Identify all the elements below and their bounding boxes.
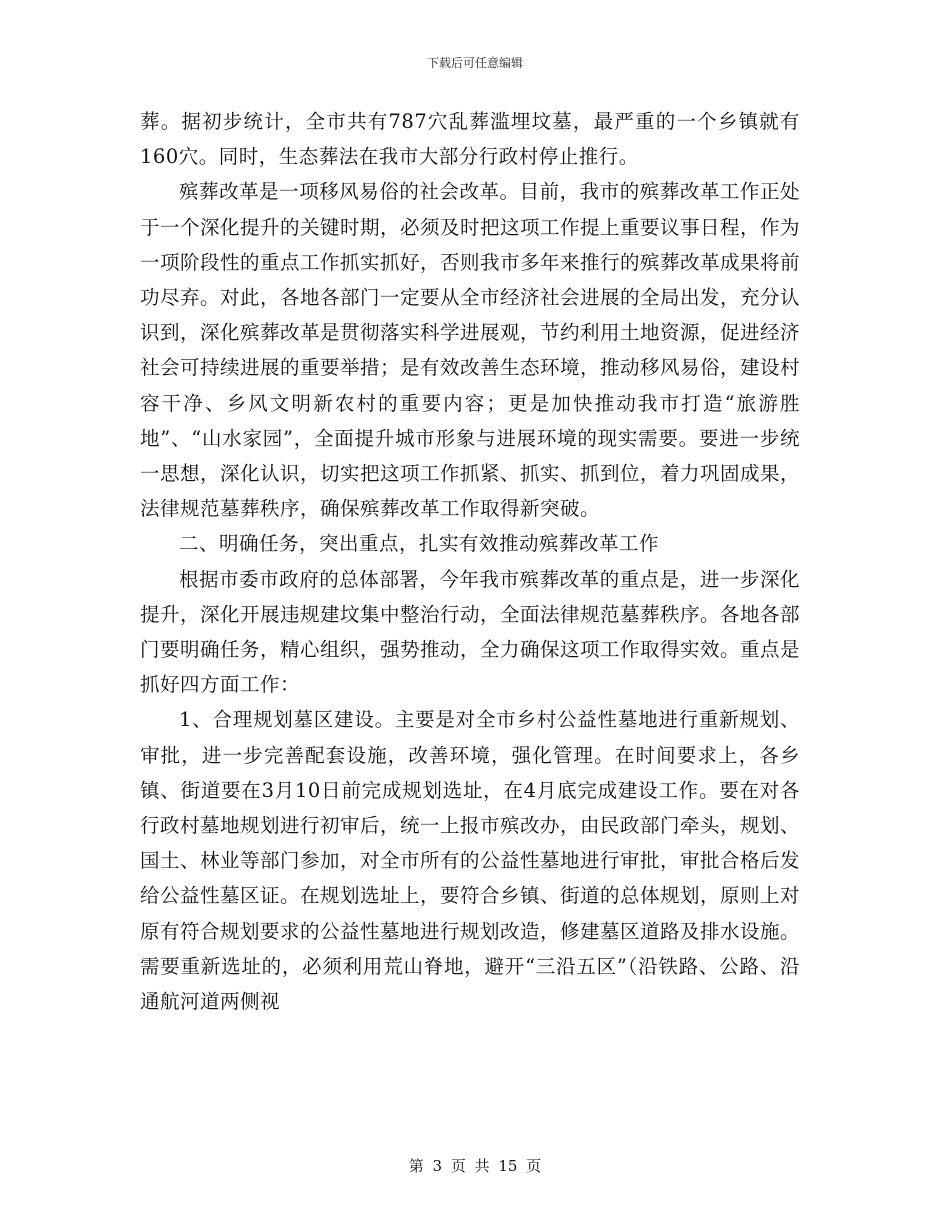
page-number-footer: 第 3 页 共 15 页 <box>408 1157 542 1175</box>
paragraph: 葬。据初步统计，全市共有787穴乱葬滥埋坟墓，最严重的一个乡镇就有160穴。同时，生态葬法在我市大部分行政村停止推行。 <box>140 110 800 169</box>
section-heading: 二、明确任务，突出重点，扎实有效推动殡葬改革工作 <box>179 532 660 556</box>
header-note: 下载后可任意编辑 <box>426 56 523 70</box>
paragraph: 殡葬改革是一项移风易俗的社会改革。目前，我市的殡葬改革工作正处于一个深化提升的关键时期，必须及时把这项工作提上重要议事日程，作为一项阶段性的重点工作抓实抓好，否则我市多年来推行的殡葬改革成果将前功尽弃。对此，各地各部门一定要从全市经济社会进展的全局出发，充分认识到，深化殡葬改革是贯彻落实科学进展观，节约利用土地资源，促进经济社会可持续进展的重要举措；是有效改善生态环境，推动移风易俗，建设村容干净、乡风文明新农村的重要内容；更是加快推动我市打造“旅游胜地”、“山水家园”，全面提升城市形象与进展环境的现实需要。要进一步统一思想，深化认识，切实把这项工作抓紧、抓实、抓到位，着力巩固成果，法律规范墓葬秩序，确保殡葬改革工作取得新突破。 <box>140 180 801 521</box>
body-text <box>140 104 800 1019</box>
paragraph: 根据市委市政府的总体部署，今年我市殡葬改革的重点是，进一步深化提升，深化开展违规建坟集中整治行动，全面法律规范墓葬秩序。各地各部门要明确任务，精心组织，强势推动，全力确保这项工作取得实效。重点是抓好四方面工作： <box>140 567 801 697</box>
paragraph: 1、合理规划墓区建设。主要是对全市乡村公益性墓地进行重新规划、审批，进一步完善配套设施，改善环境，强化管理。在时间要求上，各乡镇、街道要在3月10日前完成规划选址，在4月底完成建设工作。要在对各行政村墓地规划进行初审后，统一上报市殡改办，由民政部门牵头，规划、国土、林业等部门参加，对全市所有的公益性墓地进行审批，审批合格后发给公益性墓区证。在规划选址上，要符合乡镇、街道的总体规划，原则上对原有符合规划要求的公益性墓地进行规划改造，修建墓区道路及排水设施。需要重新选址的，必须利用荒山脊地，避开“三沿五区”（沿铁路、公路、沿通航河道两侧视 <box>140 708 801 1014</box>
